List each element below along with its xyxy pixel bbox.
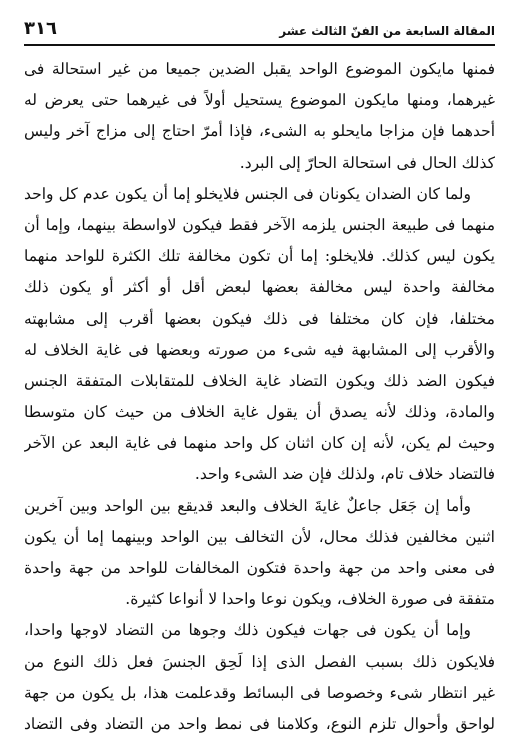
text-line: وحيث لم يكن، لأنه إن كان اثنان كل واحد منهما فى غاية البعد عن الآخر [24,434,495,453]
text-line: فيكون الضد ذلك ويكون التضاد غاية الخلاف للمتقابلات المتفقة الجنس [24,371,495,390]
text-line: مخالفة واحدة ليس مخالفة بعضها لبعض أقل أو أكثر أو يكون ذلك [24,278,495,297]
text-line: غيرهما، ومنها مايكون الموضوع يستحيل أولاً فى غيرهما حتى يعرض له [24,91,495,110]
text-line: فلايكون ذلك بسبب الفصل الذى إذا لَحِق الجنسَ فعل ذلك النوع من [24,652,495,671]
body-text [24,54,495,740]
text-line: غير انتظار شىء وخصوصا فى البسائط وقدعلمت هذا، بل يكون من جهة [24,683,495,702]
text-line: والأقرب إلى المشابهة فيه شىء من صورته وبعضها فى غاية الخلاف له [24,340,495,359]
text-line: فالتضاد خلاف تام، ولذلك فإن ضد الشىء واحد. [194,465,495,484]
text-line: أحدهما فإن مزاجا مايحلو به الشىء، فإذا أمرّ احتاج إلى مزاج آخر وليس [24,122,495,141]
text-line: وأما إن جَعَل جاعلٌ غايةَ الخلاف والبعد قديقع بين الواحد وبين آخرين [24,496,471,515]
text-line: والمادة، وذلك لأنه يصدق أن يقول غاية الخلاف من حيث كان متوسطا [24,403,495,422]
text-line: كذلك الحال فى استحالة الحارّ إلى البرد. [239,153,495,172]
text-line: فى معنى واحد من جهة واحدة فتكون المخالفات للواحد من جهة واحدة [24,559,495,577]
text-line: مختلفا، فإن كان مختلفا فى ذلك فيكون بعضها أقرب إلى مشابهته [24,309,495,328]
text-line: ولما كان الضدان يكونان فى الجنس فلايخلو إما أن يكون عدم كل واحد [24,184,471,203]
text-line: متفقة فى صورة الخلاف، ويكون نوعا واحدا لا أنواعا كثيرة. [125,590,495,609]
running-head: المقالة السابعة من الفنّ الثالث عشر [279,24,495,38]
text-line: يكون ليس كذلك. فلايخلو: إما أن تكون مخالفة تلك الكثرة للواحد منهما [24,247,495,266]
text-line: منهما فى طبيعة الجنس يلزمه الآخر فقط فيكون لاواسطة بينهما، وإما أن [24,215,495,234]
page-number: ٣١٦ [24,18,57,39]
page-header [24,12,495,46]
text-line: فمنها مايكون الموضوع الواحد يقبل الضدين جميعا من غير استحالة فى [24,60,495,78]
text-line: لواحق وأحوال تلزم النوع، وكلامنا فى نمط واحد من التضاد وفى التضاد [24,714,495,733]
text-line: اثنين مخالفين فذلك محال، لأن التخالف بين الواحد وبينهما إما أن يكون [24,527,495,546]
text-line: وإما أن يكون فى جهات فيكون ذلك وجوها من التضاد لاوجها واحدا، [24,621,471,640]
